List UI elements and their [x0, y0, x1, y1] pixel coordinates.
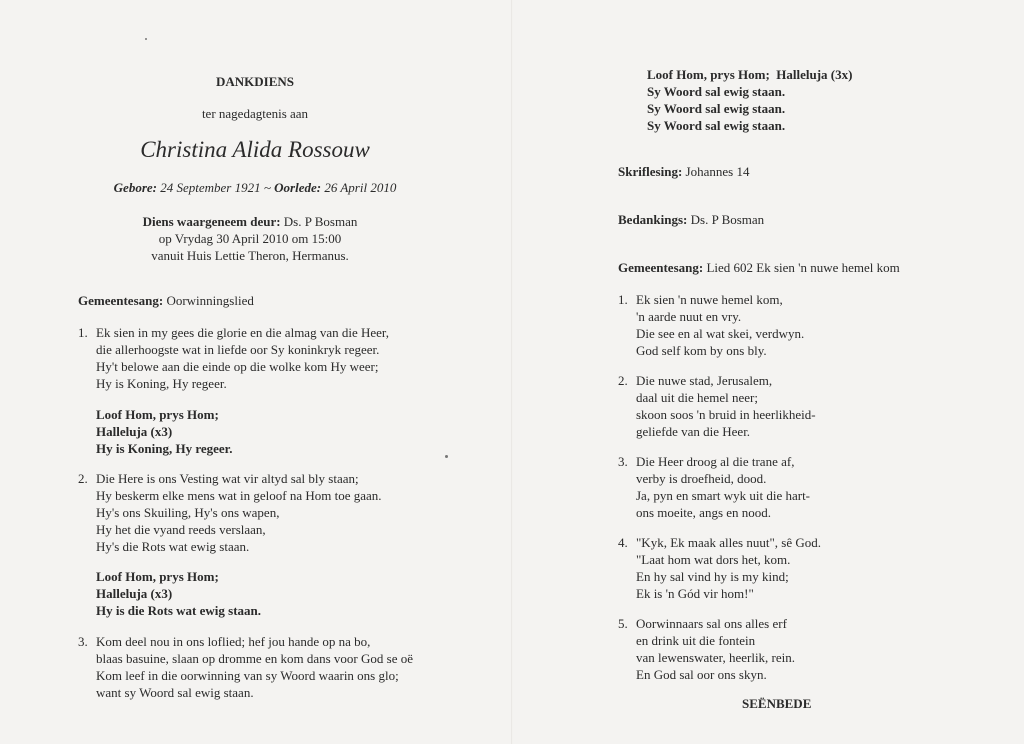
thanks	[618, 211, 764, 228]
verse-number: 3.	[78, 634, 88, 649]
verse-1	[618, 291, 804, 359]
verse-line: ons moeite, angs en nood.	[636, 505, 772, 520]
verse-line: Die see en al wat skei, verdwyn.	[636, 326, 805, 341]
dates-line	[0, 180, 510, 196]
verse-number: 4.	[618, 535, 628, 550]
verse-line: Die Here is ons Vesting wat vir altyd sal bly staan;	[96, 471, 359, 486]
verse-number: 1.	[618, 292, 628, 307]
hymn-label: Gemeentesang:	[618, 260, 704, 275]
speck	[445, 455, 448, 458]
verse-1	[78, 324, 498, 392]
verse-line: En hy sal vind hy is my kind;	[636, 569, 789, 584]
reading-value: Johannes 14	[685, 164, 750, 179]
thanks-label: Bedankings:	[618, 212, 688, 227]
verse-3	[618, 453, 810, 521]
service-minister: Ds. P Bosman	[283, 214, 358, 229]
verse-line: Ek sien 'n nuwe hemel kom,	[636, 292, 783, 307]
born-label: Gebore:	[113, 180, 157, 195]
hymn-heading	[78, 292, 254, 309]
died-date: 26 April 2010	[324, 180, 397, 195]
died-label: Oorlede:	[274, 180, 322, 195]
verse-line: Hy't belowe aan die einde op die wolke kom Hy weer;	[96, 359, 379, 374]
verse-line: Hy's ons Skuiling, Hy's ons wapen,	[96, 505, 280, 520]
verse-line: Die Heer droog al die trane af,	[636, 454, 795, 469]
refrain-line: Loof Hom, prys Hom;	[96, 407, 219, 422]
reading	[618, 163, 749, 180]
heading: DANKDIENS	[215, 74, 294, 89]
verse-4	[618, 534, 821, 602]
refrain-line: Hy is Koning, Hy regeer.	[96, 441, 233, 456]
verse-number: 3.	[618, 454, 628, 469]
deceased-name: Christina Alida Rossouw	[140, 137, 370, 162]
verse-line: Hy beskerm elke mens wat in geloof na Hom toe gaan.	[96, 488, 382, 503]
service-label: Diens waargeneem deur:	[142, 214, 281, 229]
verse-line: Hy het die vyand reeds verslaan,	[96, 522, 266, 537]
verse-number: 2.	[78, 471, 88, 486]
refrain-line	[647, 66, 852, 83]
refrain-continued	[647, 66, 852, 134]
refrain-line: Hy is die Rots wat ewig staan.	[96, 603, 262, 618]
refrain-text: Loof Hom, prys Hom;	[647, 67, 770, 82]
refrain-2	[78, 568, 261, 619]
verse-line: Oorwinnaars sal ons alles erf	[636, 616, 787, 631]
refrain-line: Loof Hom, prys Hom;	[96, 569, 219, 584]
service-info	[0, 213, 500, 264]
verse-line: Kom leef in die oorwinning van sy Woord waarin ons glo;	[96, 668, 399, 683]
speck	[145, 38, 147, 40]
right-page	[512, 0, 1024, 744]
refrain-line: Sy Woord sal ewig staan.	[647, 118, 786, 133]
verse-3	[78, 633, 498, 701]
refrain-line: Sy Woord sal ewig staan.	[647, 101, 786, 116]
verse-line: Hy is Koning, Hy regeer.	[96, 376, 227, 391]
verse-number: 2.	[618, 373, 628, 388]
subheading: ter nagedagtenis aan	[201, 106, 309, 121]
verse-line: geliefde van die Heer.	[636, 424, 751, 439]
verse-line: Ek is 'n Gód vir hom!"	[636, 586, 754, 601]
hymn-label: Gemeentesang:	[78, 293, 164, 308]
verse-line: God self kom by ons bly.	[636, 343, 767, 358]
refrain-line: Halleluja (x3)	[96, 424, 173, 439]
refrain-text: Halleluja (3x)	[776, 67, 853, 82]
left-page	[0, 0, 510, 744]
verse-5	[618, 615, 795, 683]
verse-number: 5.	[618, 616, 628, 631]
verse-number: 1.	[78, 325, 88, 340]
verse-line: Hy's die Rots wat ewig staan.	[96, 539, 250, 554]
closing-title: SEËNBEDE	[742, 696, 812, 711]
service-date: op Vrydag 30 April 2010 om 15:00	[158, 231, 342, 246]
verse-line: blaas basuine, slaan op dromme en kom dans voor God se oë	[96, 651, 413, 666]
verse-line: Ek sien in my gees die glorie en die almag van die Heer,	[96, 325, 389, 340]
verse-line: Ja, pyn en smart wyk uit die hart-	[636, 488, 811, 503]
verse-line: verby is droefheid, dood.	[636, 471, 767, 486]
thanks-value: Ds. P Bosman	[690, 212, 765, 227]
verse-line: die allerhoogste wat in liefde oor Sy koninkryk regeer.	[96, 342, 380, 357]
verse-line: 'n aarde nuut en vry.	[636, 309, 742, 324]
verse-2	[78, 470, 498, 555]
refrain-1	[78, 406, 233, 457]
hymn-value: Lied 602 Ek sien 'n nuwe hemel kom	[706, 260, 900, 275]
verse-line: Kom deel nou in ons loflied; hef jou hande op na bo,	[96, 634, 371, 649]
verse-line: En God sal oor ons skyn.	[636, 667, 767, 682]
reading-label: Skriflesing:	[618, 164, 683, 179]
verse-line: want sy Woord sal ewig staan.	[96, 685, 254, 700]
born-date: 24 September 1921 ~	[160, 180, 271, 195]
service-place: vanuit Huis Lettie Theron, Hermanus.	[151, 248, 349, 263]
verse-line: daal uit die hemel neer;	[636, 390, 759, 405]
refrain-line: Sy Woord sal ewig staan.	[647, 84, 786, 99]
verse-line: en drink uit die fontein	[636, 633, 756, 648]
verse-2	[618, 372, 816, 440]
verse-line: skoon soos 'n bruid in heerlikheid-	[636, 407, 816, 422]
verse-line: Die nuwe stad, Jerusalem,	[636, 373, 773, 388]
verse-line: van lewenswater, heerlik, rein.	[636, 650, 796, 665]
hymn-title: Oorwinningslied	[166, 293, 254, 308]
refrain-line: Halleluja (x3)	[96, 586, 173, 601]
hymn-heading	[618, 259, 900, 276]
verse-line: "Kyk, Ek maak alles nuut", sê God.	[636, 535, 821, 550]
verse-line: "Laat hom wat dors het, kom.	[636, 552, 791, 567]
